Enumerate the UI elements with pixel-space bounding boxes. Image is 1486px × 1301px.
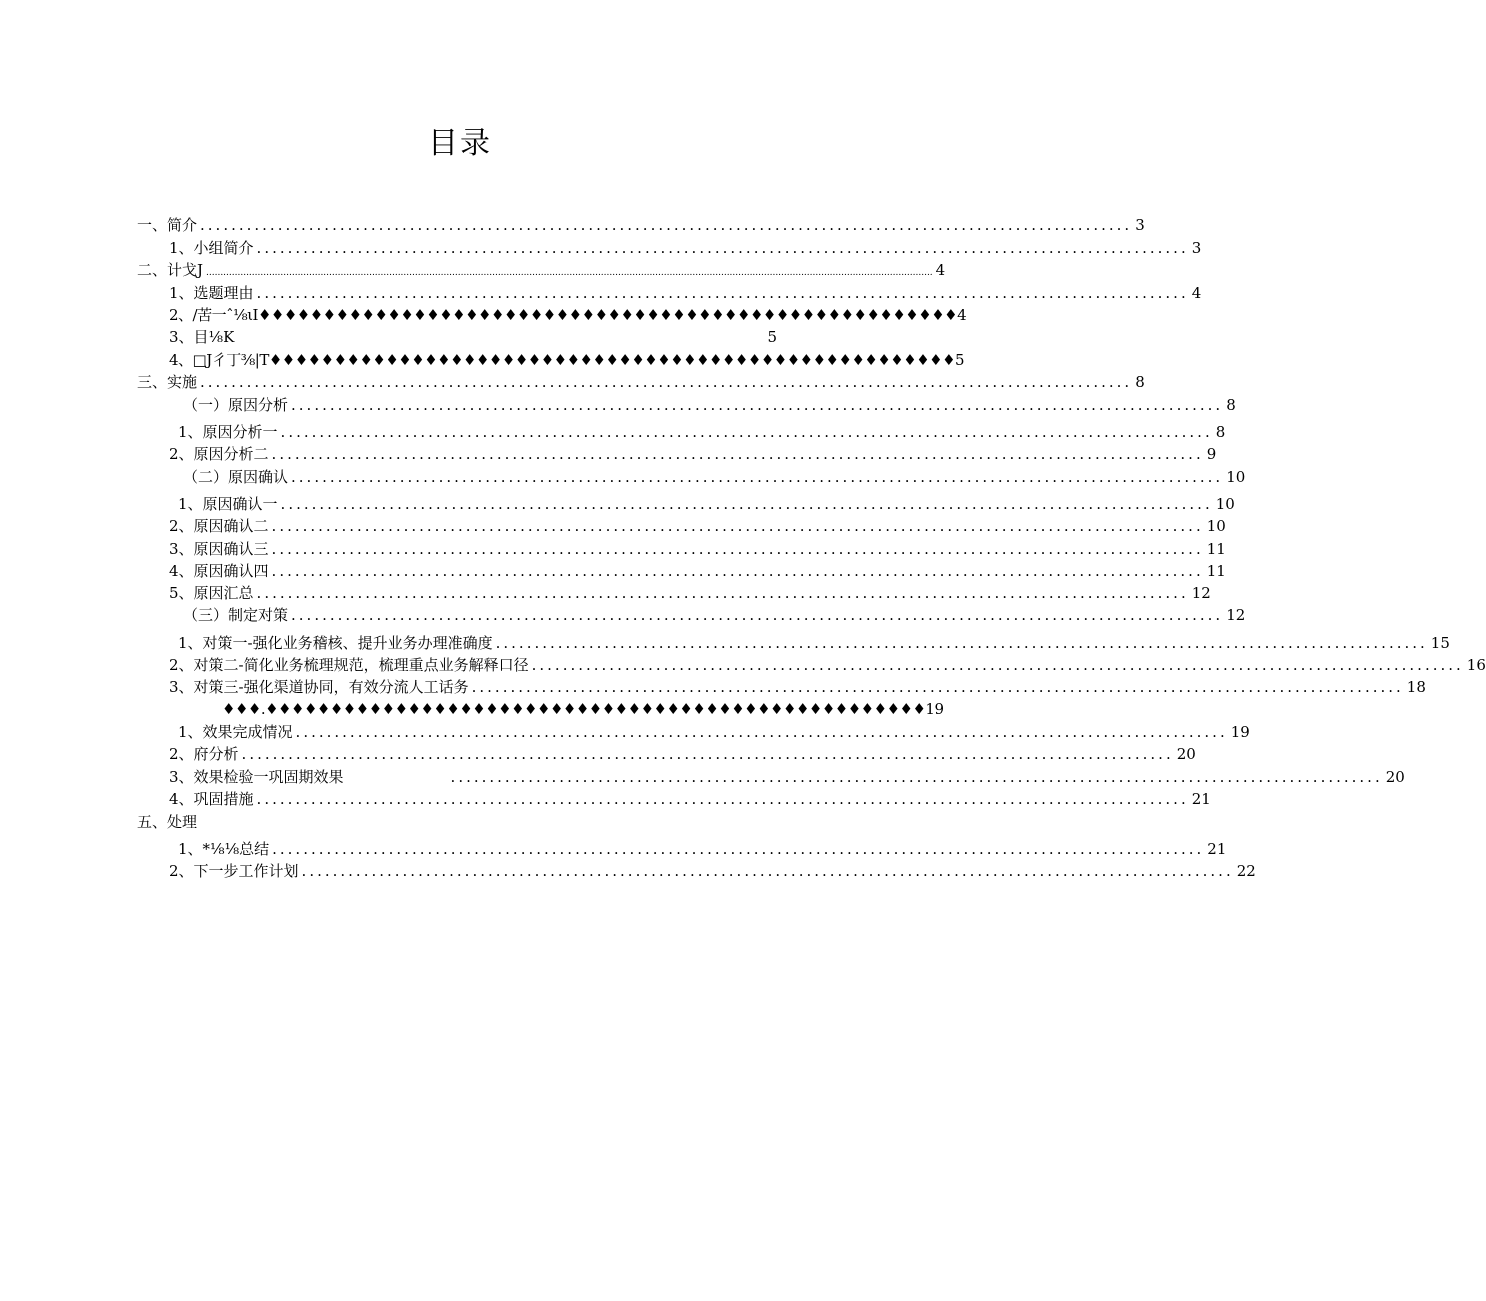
toc-entry[interactable] bbox=[178, 493, 1235, 515]
toc-entry[interactable] bbox=[178, 421, 1226, 443]
toc-entry-page: 16 bbox=[1466, 656, 1486, 674]
toc-entry[interactable] bbox=[137, 214, 1145, 236]
toc-entry-page: 8 bbox=[1215, 423, 1226, 441]
toc-entry-label: 2、对策二-简化业务梳理规范，梳理重点业务解释口径 bbox=[169, 656, 529, 674]
toc-entry-page: 18 bbox=[1406, 678, 1426, 696]
toc-entry[interactable] bbox=[178, 632, 1450, 654]
toc-entry-label: 二、计戈J bbox=[137, 261, 204, 279]
toc-leader: ........................................................................................................................ bbox=[271, 540, 1204, 558]
toc-entry[interactable] bbox=[183, 394, 1236, 416]
toc-entry[interactable] bbox=[169, 582, 1211, 604]
toc-leader: ........................................................................................................................ bbox=[256, 239, 1189, 257]
toc-entry[interactable] bbox=[169, 766, 1405, 788]
toc-entry-label: 5、原因汇总 bbox=[169, 584, 254, 602]
toc-entry-page: 20 bbox=[1385, 768, 1405, 786]
toc-leader: ........................................................................................................................ bbox=[471, 678, 1404, 696]
toc-entry-label: （二）原因确认 bbox=[183, 468, 289, 486]
toc-entry-label: 3、效果检验一巩固期效果 bbox=[169, 768, 344, 786]
toc-entry-label: 3、对策三-强化渠道协同，有效分流人工话务 bbox=[169, 678, 469, 696]
toc-entry[interactable] bbox=[169, 743, 1196, 765]
toc-entry-label: 1、选题理由 bbox=[169, 284, 254, 302]
toc-entry[interactable] bbox=[137, 371, 1145, 393]
toc-leader: ........................................................................................................................ bbox=[291, 468, 1224, 486]
toc-entry-label: 2、原因分析二 bbox=[169, 445, 269, 463]
toc-leader: ........................................................................................................................ bbox=[280, 495, 1213, 513]
toc-entry-label: 1、原因确认一 bbox=[178, 495, 278, 513]
toc-entry[interactable] bbox=[169, 676, 1426, 698]
toc-entry-page: 21 bbox=[1207, 840, 1227, 858]
toc-entry-page: 19 bbox=[1230, 723, 1250, 741]
toc-leader: ........................................................................................................................ bbox=[291, 606, 1224, 624]
toc-leader: ........................................................................................................................ bbox=[271, 517, 1204, 535]
toc-leader: ........................................................................................................................ bbox=[291, 396, 1224, 414]
toc-entry[interactable] bbox=[169, 282, 1202, 304]
toc-entry[interactable] bbox=[178, 838, 1227, 860]
toc-entry-page: 4 bbox=[935, 261, 946, 279]
toc-entry-page: 11 bbox=[1206, 540, 1226, 558]
toc-entry-text: 4、□J彳丁⅜|T♦♦♦♦♦♦♦♦♦♦♦♦♦♦♦♦♦♦♦♦♦♦♦♦♦♦♦♦♦♦♦♦♦♦♦♦♦♦♦♦♦♦♦♦♦♦♦♦♦♦♦♦♦5 bbox=[169, 351, 965, 369]
toc-entry-label: 3、原因确认三 bbox=[169, 540, 269, 558]
toc-entry-page: 3 bbox=[1191, 239, 1202, 257]
toc-leader: ........................................................................................................................ bbox=[241, 745, 1174, 763]
toc-entry-label: 2、府分析 bbox=[169, 745, 239, 763]
toc-entry-page: 20 bbox=[1176, 745, 1196, 763]
toc-entry-page: 10 bbox=[1215, 495, 1235, 513]
toc-entry[interactable] bbox=[137, 811, 777, 833]
toc-leader: ........................................................................................................................ bbox=[450, 768, 1383, 786]
toc-entry-page: 4 bbox=[1191, 284, 1202, 302]
toc-entry[interactable] bbox=[169, 515, 1226, 537]
toc-leader: ........................................................................................................................ bbox=[271, 445, 1204, 463]
toc-entry-label: （三）制定对策 bbox=[183, 606, 289, 624]
toc-entry-label: 1、原因分析一 bbox=[178, 423, 278, 441]
toc-entry[interactable] bbox=[137, 259, 946, 281]
toc-entry[interactable] bbox=[183, 604, 1246, 626]
toc-entry-page: 10 bbox=[1226, 468, 1246, 486]
toc-leader: ........................................................................................................................ bbox=[256, 584, 1189, 602]
toc-entry[interactable] bbox=[169, 860, 1256, 882]
toc-leader: .............................................................................................................................................................................................................................................................. bbox=[206, 268, 933, 278]
toc-entry-page: 8 bbox=[1226, 396, 1236, 414]
toc-entry[interactable] bbox=[222, 698, 944, 720]
toc-entry-page: 10 bbox=[1206, 517, 1226, 535]
toc-leader: ........................................................................................................................ bbox=[295, 723, 1228, 741]
toc-entry[interactable] bbox=[169, 788, 1211, 810]
toc-entry-label: 1、小组简介 bbox=[169, 239, 254, 257]
toc-entry[interactable] bbox=[178, 721, 1250, 743]
toc-entry-page: 21 bbox=[1191, 790, 1211, 808]
toc-entry-label: 2、原因确认二 bbox=[169, 517, 269, 535]
toc-entry-page: 12 bbox=[1226, 606, 1246, 624]
toc-leader: ........................................................................................................................ bbox=[301, 862, 1234, 880]
toc-entry-label: 五、处理 bbox=[137, 813, 198, 831]
toc-entry-label: 一、简介 bbox=[137, 216, 198, 234]
toc-entry-page: 9 bbox=[1206, 445, 1217, 463]
toc-leader: ........................................................................................................................ bbox=[495, 634, 1428, 652]
toc-entry[interactable] bbox=[169, 560, 1226, 582]
toc-leader: ........................................................................................................................ bbox=[531, 656, 1464, 674]
toc-entry-page: 8 bbox=[1135, 373, 1145, 391]
toc-entry-page: 3 bbox=[1135, 216, 1145, 234]
toc-entry[interactable] bbox=[183, 466, 1246, 488]
toc-entry-label: 4、巩固措施 bbox=[169, 790, 254, 808]
page-title: 目录 bbox=[428, 126, 492, 161]
toc-entry-label: 4、原因确认四 bbox=[169, 562, 269, 580]
toc-entry-label: 1、*⅛⅛总结 bbox=[178, 840, 270, 858]
toc-entry[interactable] bbox=[169, 349, 965, 371]
toc-entry[interactable] bbox=[169, 304, 967, 326]
toc-leader: ........................................................................................................................ bbox=[200, 216, 1133, 234]
toc-entry-label: 三、实施 bbox=[137, 373, 198, 391]
toc-entry-label: （一）原因分析 bbox=[183, 396, 289, 414]
toc-entry-label: 1、对策一-强化业务稽核、提升业务办理准确度 bbox=[178, 634, 493, 652]
toc-entry-label: 3、目⅛K bbox=[169, 328, 235, 346]
toc-leader: ........................................................................................................................ bbox=[271, 562, 1204, 580]
toc-leader: ........................................................................................................................ bbox=[280, 423, 1213, 441]
toc-entry-page: 5 bbox=[767, 328, 777, 346]
toc-leader: ........................................................................................................................ bbox=[200, 373, 1133, 391]
toc-entry-page: 15 bbox=[1430, 634, 1450, 652]
toc-entry-text: ♦♦♦.♦♦♦♦♦♦♦♦♦♦♦♦♦♦♦♦♦♦♦♦♦♦♦♦♦♦♦♦♦♦♦♦♦♦♦♦♦♦♦♦♦♦♦♦♦♦♦♦♦♦♦19 bbox=[222, 700, 944, 718]
toc-entry[interactable] bbox=[169, 443, 1217, 465]
toc-entry-page: 11 bbox=[1206, 562, 1226, 580]
toc-entry-label: 2、下一步工作计划 bbox=[169, 862, 299, 880]
toc-entry-page: 22 bbox=[1236, 862, 1256, 880]
toc-entry-page: 12 bbox=[1191, 584, 1211, 602]
toc-entry[interactable] bbox=[169, 538, 1226, 560]
toc-entry-label: 1、效果完成情况 bbox=[178, 723, 293, 741]
toc-entry[interactable] bbox=[169, 654, 1486, 676]
toc-entry[interactable] bbox=[169, 326, 777, 348]
toc-leader: ........................................................................................................................ bbox=[256, 284, 1189, 302]
toc-leader: ........................................................................................................................ bbox=[256, 790, 1189, 808]
toc-entry-text: 2、/苦一ˆ⅛ιI♦♦♦♦♦♦♦♦♦♦♦♦♦♦♦♦♦♦♦♦♦♦♦♦♦♦♦♦♦♦♦♦♦♦♦♦♦♦♦♦♦♦♦♦♦♦♦♦♦♦♦♦♦♦4 bbox=[169, 306, 967, 324]
toc-leader: ........................................................................................................................ bbox=[272, 840, 1205, 858]
toc-entry[interactable] bbox=[169, 237, 1202, 259]
